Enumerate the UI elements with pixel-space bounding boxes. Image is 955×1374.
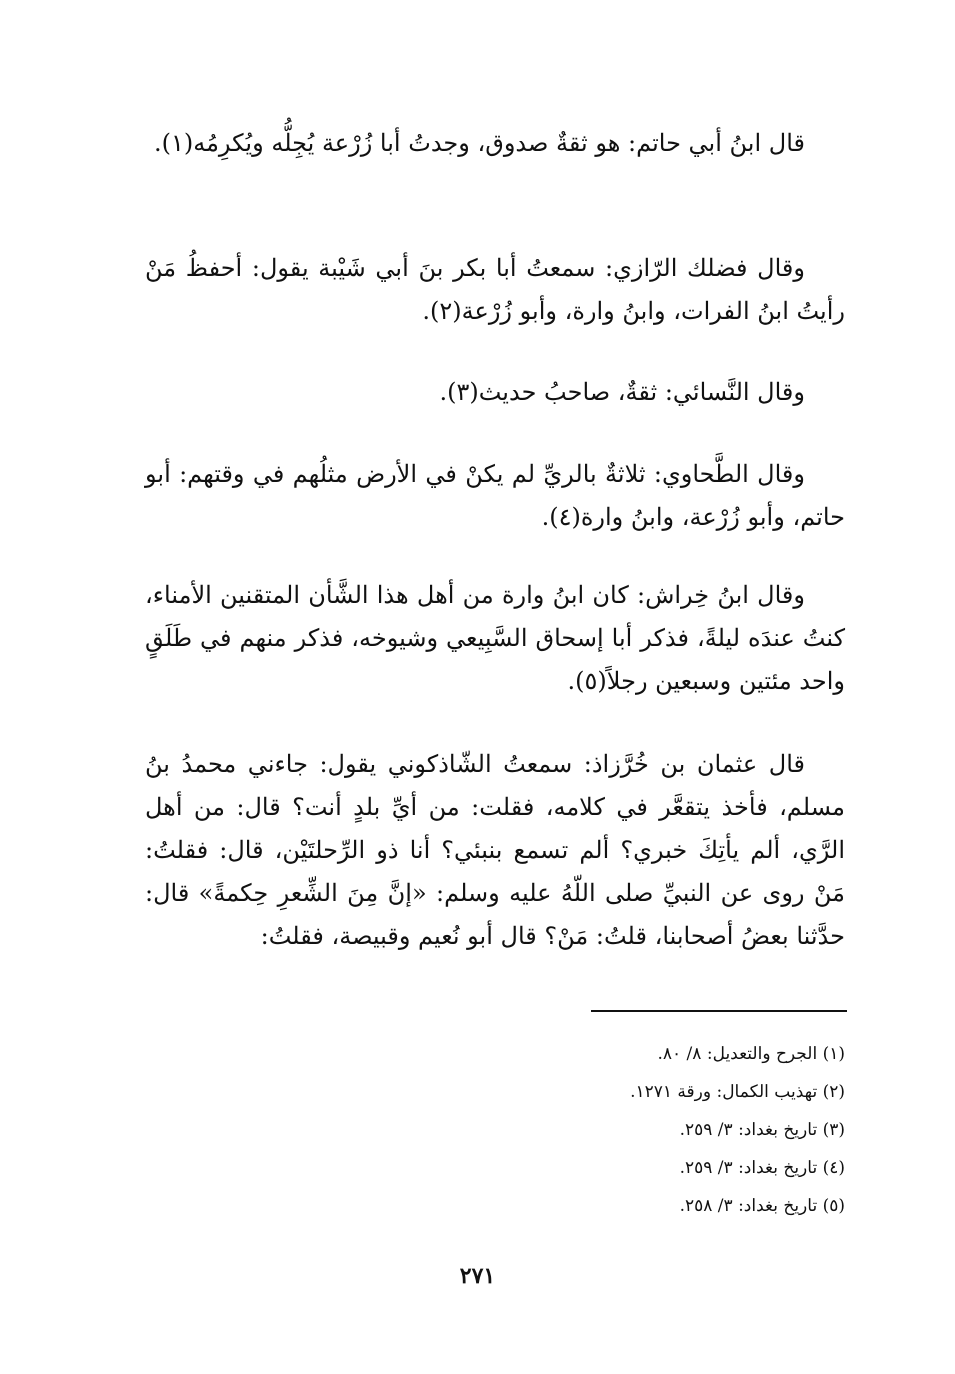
- paragraph-ibn-khirash: وقال ابنُ خِراش: كان ابنُ وارة من أهل هذا الشَّأن المتقنين الأمناء، كنتُ عندَه ليلةً، فذكر أبا إسحاق السَّبِيعي وشيوخه، فذكر منهم في طَلَقٍ واحد مئتين وسبعين رجلاً(٥).: [145, 581, 845, 695]
- footnote-divider: [591, 1010, 847, 1012]
- footnote-2: (٢) تهذيب الكمال: ورقة ١٢٧١.: [630, 1082, 845, 1102]
- paragraph-fadlak-al-razi: وقال فضلك الرّازي: سمعتُ أبا بكر بنَ أبي شَيْبة يقول: أحفظُ مَنْ رأيتُ ابنُ الفرات، وابنُ وارة، وأبو زُرْعة(٢).: [145, 254, 845, 325]
- paragraph-uthman-ibn-khurrazadh: قال عثمان بن خُرَّزاذ: سمعتُ الشّاذكوني يقول: جاءني محمدُ بنُ مسلم، فأخذ يتقعَّر في كلامه، فقلت: من أيِّ بلدٍ أنت؟ قال: من أهل الرَّي، ألم يأتِكَ خبري؟ ألم تسمع بنبئي؟ أنا ذو الرِّحلتَيْن، قال: فقلتُ: مَنْ روى عن النبيِّ صلى اللّهُ عليه وسلم: «إنَّ مِنَ الشِّعرِ حِكمةً» قال: حدَّثنا بعضُ أصحابنا، قلتُ: مَنْ؟ قال أبو نُعيم وقبيصة، فقلتُ:: [145, 750, 845, 950]
- footnote-1: (١) الجرح والتعديل: ٨/ ٨٠.: [657, 1044, 845, 1064]
- paragraph-al-tahawi: وقال الطَّحاوي: ثلاثةٌ بالريِّ لم يكنْ في الأرض مثلُهم في وقتهم: أبو حاتم، وأبو زُرْعة، وابنُ وارة(٤).: [145, 460, 845, 531]
- footnote-4: (٤) تاريخ بغداد: ٣/ ٢٥٩.: [679, 1158, 845, 1178]
- footnote-5: (٥) تاريخ بغداد: ٣/ ٢٥٨.: [679, 1196, 845, 1216]
- footnote-3: (٣) تاريخ بغداد: ٣/ ٢٥٩.: [679, 1120, 845, 1140]
- footnotes: [630, 1035, 845, 1225]
- paragraph-ibn-abi-hatim: قال ابنُ أبي حاتم: هو ثقةٌ صدوق، وجدتُ أبا زُرْعة يُجِلُّه ويُكرِمُه(١).: [153, 129, 805, 157]
- page-number: ٢٧١: [459, 1263, 496, 1289]
- paragraph-al-nasai: وقال النَّسائي: ثقةٌ، صاحبُ حديث(٣).: [439, 378, 805, 406]
